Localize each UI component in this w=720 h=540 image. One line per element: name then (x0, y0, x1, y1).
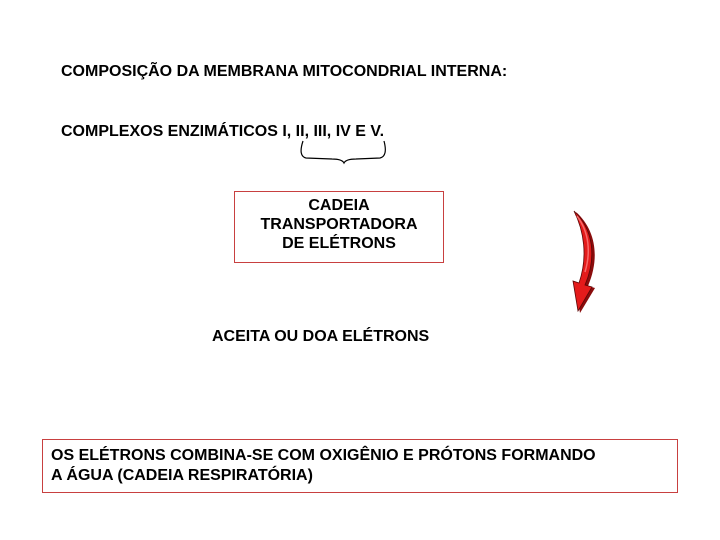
result-line-2: A ÁGUA (CADEIA RESPIRATÓRIA) (51, 467, 313, 484)
result-line-1: OS ELÉTRONS COMBINA-SE COM OXIGÊNIO E PRÓTONS FORMANDO (51, 447, 596, 464)
curved-down-arrow-icon (568, 210, 604, 316)
respiratory-chain-box (42, 439, 678, 493)
chain-line-1: CADEIA (308, 197, 370, 214)
chain-line-2: TRANSPORTADORA (260, 216, 418, 233)
electron-transport-chain-box (234, 191, 444, 263)
accept-donate-text: ACEITA OU DOA ELÉTRONS (212, 328, 430, 345)
slide-title: COMPOSIÇÃO DA MEMBRANA MITOCONDRIAL INTERNA: (61, 63, 508, 80)
curly-brace-icon (296, 138, 392, 168)
complexes-text: COMPLEXOS ENZIMÁTICOS I, II, III, IV E V. (61, 123, 385, 140)
chain-line-3: DE ELÉTRONS (282, 235, 396, 252)
